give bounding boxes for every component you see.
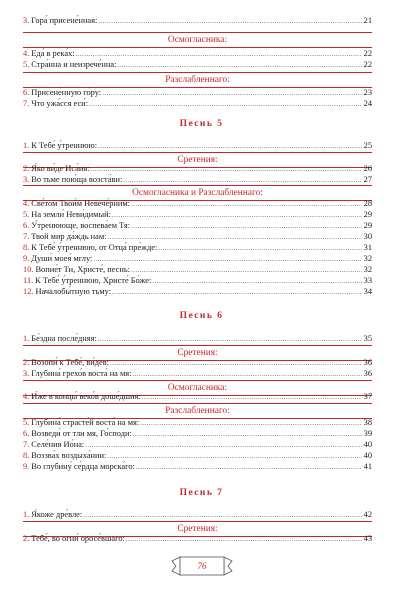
entry-title: К Тебе́ у́треннюю:: [31, 141, 98, 150]
leader-dots: [112, 287, 362, 297]
entry-number: 5.: [23, 418, 30, 427]
entry-page: 35: [363, 334, 372, 343]
header-rule-top: [23, 185, 372, 186]
entry-title: Бе́здна после́дняя:: [31, 334, 97, 343]
leader-dots: [132, 369, 361, 379]
entry-number: 6.: [23, 88, 30, 97]
entry-title: Я́ко ви́де Иса́ия:: [31, 164, 90, 173]
leader-dots: [89, 99, 362, 109]
toc-entry[interactable]: [23, 60, 372, 70]
entry-page: 36: [363, 358, 372, 367]
entry-title: К Тебе́ у́треннюю, от Отца́ пре́жде:: [31, 243, 158, 252]
entry-number: 2.: [23, 358, 30, 367]
entry-page: 38: [363, 418, 372, 427]
toc-entry[interactable]: [23, 392, 372, 402]
entry-title: Я́коже дре́вле:: [31, 510, 83, 519]
entry-page: 37: [363, 392, 372, 401]
entry-page: 22: [363, 49, 372, 58]
entry-title: Во тьме пою́ща возста́ви:: [31, 175, 123, 184]
entry-number: 2.: [23, 164, 30, 173]
toc-entry[interactable]: [23, 199, 372, 209]
entry-number: 5.: [23, 210, 30, 219]
entry-page: 33: [363, 276, 372, 285]
entry-number: 3.: [23, 369, 30, 378]
entry-title: Стра́нна и неизрече́нна:: [31, 60, 117, 69]
entry-title: Вопие́т Ти, Христе́, песнь:: [35, 265, 131, 274]
page-number: 76: [197, 561, 207, 571]
entry-number: 3.: [23, 175, 30, 184]
entry-title: Твой мир да́ждь нам:: [31, 232, 107, 241]
entry-number: 11.: [23, 276, 34, 285]
entry-number: 1.: [23, 334, 30, 343]
leader-dots: [140, 418, 361, 428]
leader-dots: [117, 60, 361, 70]
leader-dots: [85, 440, 361, 450]
toc-entry[interactable]: [23, 16, 372, 26]
header-rule-top: [23, 152, 372, 153]
entry-title: Началобы́тную тьму:: [35, 287, 112, 296]
section-header: Сретения:: [177, 155, 218, 165]
entry-page: 39: [363, 429, 372, 438]
entry-number: 9.: [23, 254, 30, 263]
leader-dots: [98, 334, 362, 344]
entry-page: 40: [363, 451, 372, 460]
entry-title: Еда́ в река́х:: [31, 49, 75, 58]
entry-number: 6.: [23, 429, 30, 438]
toc-entry[interactable]: [23, 287, 372, 297]
entry-title: Гора́ присене́нная:: [31, 16, 98, 25]
entry-number: 9.: [23, 462, 30, 471]
section-header: Осмогласника:: [167, 35, 228, 45]
toc-entry[interactable]: [23, 358, 372, 368]
leader-dots: [107, 451, 361, 461]
toc-entry[interactable]: [23, 99, 372, 109]
section-header: Осмогласника:: [167, 383, 228, 393]
leader-dots: [142, 392, 362, 402]
entry-number: 4.: [23, 392, 30, 401]
toc-entry[interactable]: [23, 210, 372, 220]
entry-number: 7.: [23, 440, 30, 449]
entry-title: Возведи́ от тли мя, Го́споди:: [31, 429, 132, 438]
toc-entry[interactable]: [23, 254, 372, 264]
entry-page: 40: [363, 440, 372, 449]
section-header: Осмогласника и Разслабленнаго:: [132, 188, 263, 198]
entry-number: 5.: [23, 60, 30, 69]
leader-dots: [93, 254, 361, 264]
section-header: Разслабленнаго:: [165, 406, 230, 416]
toc-entry[interactable]: [23, 49, 372, 59]
toc-entry[interactable]: [23, 221, 372, 231]
entry-title: Во глубину́ се́рдца морска́го:: [31, 462, 135, 471]
entry-page: 36: [363, 369, 372, 378]
entry-title: К Тебе́ у́треннюю, Христе́ Бо́же:: [35, 276, 152, 285]
toc-entry[interactable]: [23, 451, 372, 461]
header-rule-top: [23, 380, 372, 381]
leader-dots: [152, 276, 361, 286]
entry-page: 24: [363, 99, 372, 108]
entry-page: 23: [363, 88, 372, 97]
entry-title: Тебе́, во огни́ оросе́вшаго:: [31, 534, 125, 543]
leader-dots: [91, 164, 362, 174]
entry-page: 29: [363, 210, 372, 219]
entry-title: У́тренююще, воспева́ем Тя:: [31, 221, 131, 230]
entry-page: 30: [363, 232, 372, 241]
toc-entry[interactable]: [23, 510, 372, 520]
leader-dots: [136, 462, 362, 472]
leader-dots: [107, 232, 361, 242]
entry-number: 2.: [23, 534, 30, 543]
entry-page: 32: [363, 265, 372, 274]
toc-entry[interactable]: [23, 462, 372, 472]
toc-entry[interactable]: [23, 175, 372, 185]
toc-entry[interactable]: [23, 265, 372, 275]
entry-page: 42: [363, 510, 372, 519]
entry-page: 41: [363, 462, 372, 471]
leader-dots: [76, 49, 362, 59]
toc-entry[interactable]: [23, 369, 372, 379]
leader-dots: [98, 141, 362, 151]
entry-page: 25: [363, 141, 372, 150]
entry-title: Что ужа́сся еси́:: [31, 99, 88, 108]
header-rule-top: [23, 32, 372, 33]
leader-dots: [126, 534, 362, 544]
leader-dots: [131, 265, 362, 275]
entry-page: 22: [363, 60, 372, 69]
entry-title: И́же в концы́ веко́в доше́дшия:: [31, 392, 141, 401]
toc-entry[interactable]: [23, 334, 372, 344]
entry-number: 7.: [23, 99, 30, 108]
toc-entry[interactable]: [23, 429, 372, 439]
song-heading: Песнь 7: [179, 487, 224, 498]
toc-entry[interactable]: [23, 276, 372, 286]
entry-title: На земли́ Неви́димый:: [31, 210, 111, 219]
entry-number: 4.: [23, 199, 30, 208]
leader-dots: [110, 358, 362, 368]
toc-entry[interactable]: [23, 141, 372, 151]
entry-title: Души́ моея́ мглу:: [31, 254, 93, 263]
leader-dots: [158, 243, 361, 253]
section-header: Сретения:: [177, 524, 218, 534]
toc-entry[interactable]: [23, 232, 372, 242]
section-header: Сретения:: [177, 348, 218, 358]
toc-entry[interactable]: [23, 243, 372, 253]
leader-dots: [131, 199, 362, 209]
entry-page: 29: [363, 221, 372, 230]
song-heading: Песнь 6: [179, 310, 224, 321]
entry-page: 31: [363, 243, 372, 252]
entry-number: 10.: [23, 265, 34, 274]
entry-title: Присене́нную го́ру:: [31, 88, 102, 97]
leader-dots: [83, 510, 361, 520]
entry-number: 4.: [23, 49, 30, 58]
leader-dots: [131, 221, 362, 231]
leader-dots: [123, 175, 361, 185]
entry-number: 8.: [23, 243, 30, 252]
entry-number: 6.: [23, 221, 30, 230]
toc-entry[interactable]: [23, 534, 372, 544]
toc-entry[interactable]: [23, 418, 372, 428]
leader-dots: [112, 210, 362, 220]
toc-entry[interactable]: [23, 440, 372, 450]
entry-title: Возопи́ к Тебе́, ви́дев:: [31, 358, 109, 367]
entry-page: 43: [363, 534, 372, 543]
entry-title: Глубина́ страсте́й воста́ на мя:: [31, 418, 140, 427]
toc-entry[interactable]: [23, 164, 372, 174]
header-rule-top: [23, 521, 372, 522]
entry-page: 34: [363, 287, 372, 296]
entry-page: 21: [363, 16, 372, 25]
section-header: Разслабленнаго:: [165, 75, 230, 85]
entry-title: Све́том Твои́м Невече́рним:: [31, 199, 131, 208]
header-rule-top: [23, 72, 372, 73]
leader-dots: [102, 88, 361, 98]
entry-number: 3.: [23, 16, 30, 25]
entry-number: 1.: [23, 141, 30, 150]
leader-dots: [98, 16, 361, 26]
entry-title: Воззва́х воздыха́нии:: [31, 451, 107, 460]
header-rule-top: [23, 345, 372, 346]
header-rule-top: [23, 403, 372, 404]
leader-dots: [133, 429, 362, 439]
entry-number: 12.: [23, 287, 34, 296]
entry-page: 27: [363, 175, 372, 184]
song-heading: Песнь 5: [179, 118, 224, 129]
entry-page: 28: [363, 199, 372, 208]
entry-number: 1.: [23, 510, 30, 519]
header-rule-bottom: [23, 47, 372, 48]
entry-number: 7.: [23, 232, 30, 241]
entry-title: Селе́ния Ио́на:: [31, 440, 85, 449]
entry-page: 26: [363, 164, 372, 173]
entry-title: Глубина́ грехо́в воста́ на мя:: [31, 369, 132, 378]
toc-entry[interactable]: [23, 88, 372, 98]
entry-page: 32: [363, 254, 372, 263]
entry-number: 8.: [23, 451, 30, 460]
